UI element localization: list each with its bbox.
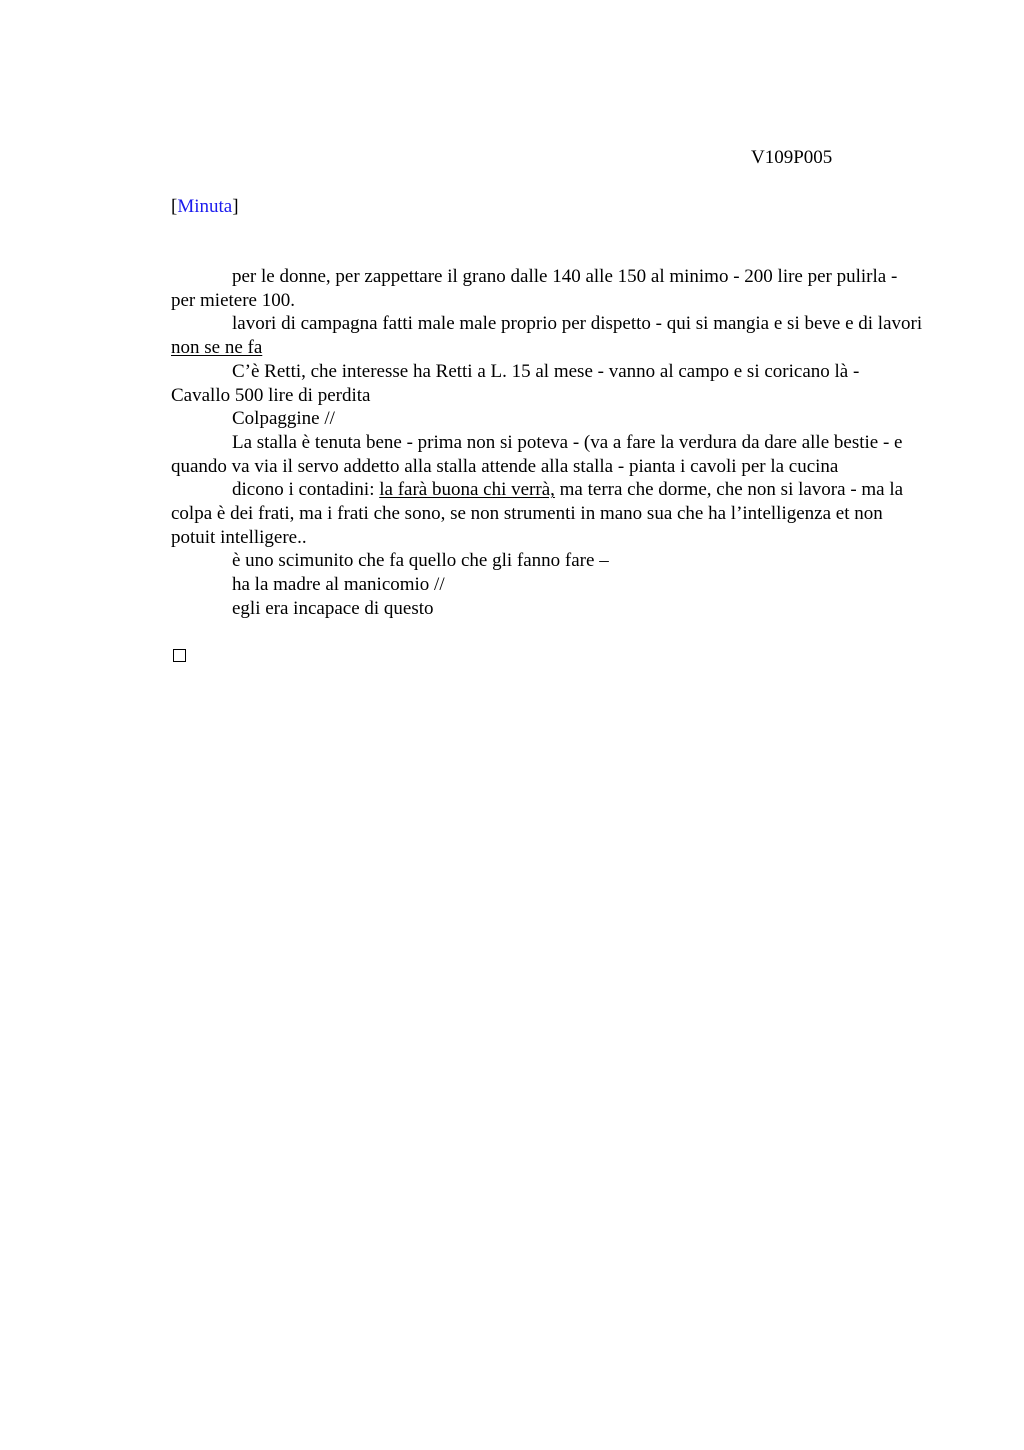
underlined-text: la farà buona chi verrà, <box>379 479 555 501</box>
paragraph <box>171 265 923 312</box>
paragraph <box>171 431 923 478</box>
paragraph <box>171 478 923 549</box>
paragraph-text: C’è Retti, che interesse ha Retti a L. 15 al mese - vanno al campo e si coricano là - Cavallo 500 lire di perdita <box>171 360 860 406</box>
paragraph <box>171 597 923 621</box>
paragraph-text: ma terra che dorme, che non si lavora - ma la colpa è dei frati, ma i frati che sono, se non strumenti in mano sua che ha l’intelligenza et non potuit intelligere.. <box>171 479 904 548</box>
paragraph-text: per le donne, per zappettare il grano dalle 140 alle 150 al minimo - 200 lire per pulirla - per mietere 100. <box>171 266 898 311</box>
paragraph-text: lavori di campagna fatti male male proprio per dispetto - qui si mangia e si beve e di lavori <box>232 313 923 335</box>
transcription-body <box>171 265 923 621</box>
paragraph <box>171 573 923 597</box>
close-bracket: ] <box>232 196 239 217</box>
paragraph <box>171 549 923 573</box>
page-code: V109P005 <box>751 147 833 168</box>
paragraph-text: è uno scimunito che fa quello che gli fanno fare – <box>232 550 609 572</box>
paragraph-text: La stalla è tenuta bene - prima non si poteva - (va a fare la verdura da dare alle bestie - e quando va via il servo addetto alla stalla attende alla stalla - pianta i cavoli per la cucina <box>171 431 903 477</box>
paragraph <box>171 407 923 431</box>
paragraph-text: Colpaggine // <box>232 408 335 430</box>
paragraph <box>171 360 923 407</box>
minuta-link[interactable]: Minuta <box>177 196 233 217</box>
paragraph-text: egli era incapace di questo <box>232 597 434 619</box>
end-marker-square-icon <box>173 649 186 662</box>
document-type-label <box>171 196 239 218</box>
underlined-text: non se ne fa <box>171 337 263 359</box>
paragraph-text: ha la madre al manicomio // <box>232 574 445 596</box>
paragraph-text: dicono i contadini: <box>232 479 380 501</box>
open-bracket: [ <box>171 196 178 217</box>
paragraph <box>171 312 923 359</box>
